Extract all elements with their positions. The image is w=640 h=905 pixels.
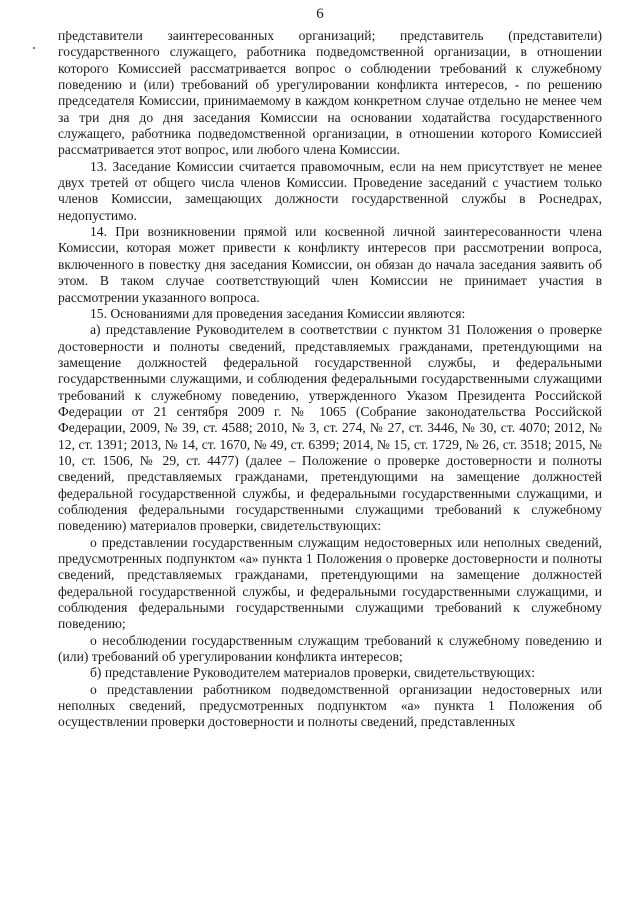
paragraph-15b: б) представление Руководителем материалов проверки, свидетельствующих: — [90, 665, 536, 681]
paragraph-14: 14. При возникновении прямой или косвенной личной заинтересованности члена Комиссии, которая может привести к конфликту интересов при рассмотрении вопроса, включенного в повестку дня заседания Комиссии, он обязан до начала заседания заявить об этом. В таком случае соответствующий член Комиссии не принимает участия в рассмотрении указанного вопроса. — [58, 224, 602, 305]
page-number: 6 — [316, 6, 324, 22]
paragraph-continuation: представители заинтересованных организаций; представитель (представители) государственного служащего, работника подведомственной организации, в отношении которого Комиссией рассматривается вопрос о соблюдении требований к служебному поведению и (или) требований об урегулировании конфликта интересов, - по решению председателя Комиссии, принимаемому в каждом конкретном случае отдельно не менее чем за три дня до дня заседания Комиссии на основании ходатайства государственного служащего, работника подведомственной организации, в отношении которого Комиссией рассматривается этот вопрос, или любого члена Комиссии. — [58, 28, 602, 158]
paragraph-13: 13. Заседание Комиссии считается правомочным, если на нем присутствует не менее двух третей от общего числа членов Комиссии. Проведение заседаний с участием только членов Комиссии, замещающих должности государственной службы в Роснедрах, недопустимо. — [58, 158, 602, 223]
scan-speck — [33, 47, 35, 49]
paragraph-15a-item-2: о несоблюдении государственным служащим требований к служебному поведению и (или) требований об урегулировании конфликта интересов; — [58, 632, 602, 665]
body-text — [58, 28, 602, 731]
paragraph-15a-item-1: о представлении государственным служащим недостоверных или неполных сведений, предусмотренных подпунктом «а» пункта 1 Положения о проверке достоверности и полноты сведений, представляемых гражданами, претендующими на замещение должностей федеральной государственной службы, и федеральными государственными служащими, и соблюдения федеральными государственными служащими требований к служебному поведению; — [58, 534, 602, 632]
paragraph-15b-item-1: о представлении работником подведомственной организации недостоверных или неполных сведений, предусмотренных подпунктом «а» пункта 1 Положения об осуществлении проверки достоверности и полноты сведений, представленных — [58, 681, 602, 730]
paragraph-15a: а) представление Руководителем в соответствии с пунктом 31 Положения о проверке достоверности и полноты сведений, представляемых гражданами, претендующими на замещение должностей федеральной государственной службы, и федеральными государственными служащими, и соблюдения федеральными государственными служащими требований к служебному поведению, утвержденного Указом Президента Российской Федерации от 21 сентября 2009 г. № 1065 (Собрание законодательства Российской Федерации, 2009, № 39, ст. 4588; 2010, № 3, ст. 274, № 27, ст. 3446, № 30, ст. 4070; 2012, № 12, ст. 1391; 2013, № 14, ст. 1670, № 49, ст. 6399; 2014, № 15, ст. 1729, № 26, ст. 3518; 2015, № 10, ст. 1506, № 29, ст. 4477) (далее – Положение о проверке достоверности и полноты сведений, представляемых гражданами, претендующими на замещение должностей федеральной государственной службы, и федеральными государственными служащими, и соблюдения федеральными государственными служащими требований к служебному поведению) материалов проверки, свидетельствующих: — [58, 322, 602, 534]
paragraph-15: 15. Основаниями для проведения заседания Комиссии являются: — [90, 305, 466, 321]
